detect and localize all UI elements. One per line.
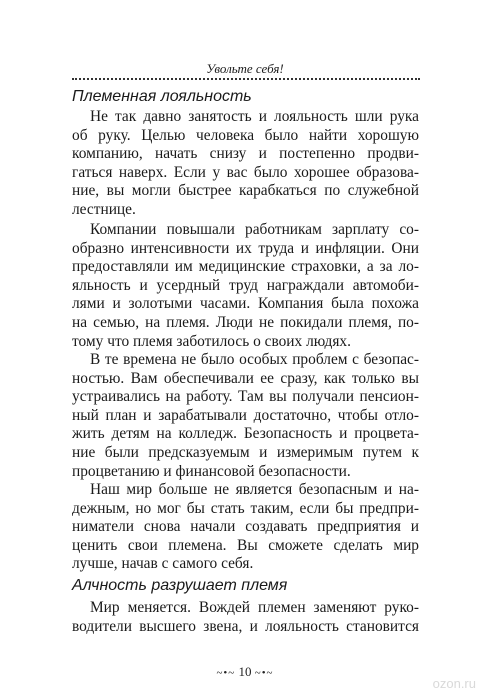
paragraph-1: [72, 108, 419, 220]
text-line: жить детям на колледж. Безопасность и процвета-: [72, 425, 419, 443]
text-line: образно интенсивности их труда и инфляции. Они: [72, 239, 419, 257]
section-heading-tribal-loyalty: Племенная лояльность: [72, 88, 252, 105]
text-line: тому что племя заботилось о своих людях.: [72, 332, 351, 350]
text-line: устраивались на работу. Там вы получали пенсион-: [72, 388, 419, 406]
text-line: Наш мир больше не является безопасным и на-: [90, 481, 419, 498]
paragraph-5: [72, 599, 419, 636]
text-line: В те времена не было особых проблем с безопас-: [90, 351, 419, 368]
text-line: дежным, но мог бы стать таким, если бы предпри-: [72, 499, 419, 517]
text-line: компанию, начать снизу и постепенно продви-: [72, 145, 419, 163]
text-line: ценить свои племена. Вы сможете сделать мир: [72, 536, 419, 554]
folio-ornament-right: ~•~: [254, 667, 274, 679]
text-line: ние, вы могли быстрее карабкаться по служебной: [72, 182, 419, 200]
text-line: лями и золотыми часами. Компания была похожа: [72, 295, 419, 313]
text-line: ниматели снова начали создавать предприятия и: [72, 518, 419, 536]
page-number: 10: [238, 664, 252, 679]
text-line: Мир меняется. Вождей племен заменяют руко-: [90, 599, 419, 616]
text-line: процветанию и финансовой безопасности.: [72, 462, 351, 480]
text-line: предоставляли им медицинские страховки, а за ло-: [72, 258, 419, 276]
running-head: Увольте себя!: [206, 61, 284, 76]
text-line: Не так давно занятость и лояльность шли рука: [90, 108, 419, 125]
text-line: водители высшего звена, и лояльность становится: [72, 617, 419, 635]
text-line: лучше, начав с самого себя.: [72, 555, 254, 573]
text-line: яльность и усердный труд награждали автомоби-: [72, 276, 419, 294]
text-line: об руку. Целью человека было найти хорошую: [72, 126, 419, 144]
section-heading-greed-destroys-tribe: Алчность разрушает племя: [72, 577, 288, 594]
page-number-footer: [0, 665, 490, 680]
paragraph-4: [72, 481, 419, 574]
text-line: лестнице.: [72, 200, 136, 218]
header-dotted-rule: [72, 78, 420, 80]
text-line: гаться наверх. Если у вас было хорошее образова-: [72, 163, 419, 181]
folio-ornament-left: ~•~: [216, 667, 236, 679]
watermark: ozon.ru: [432, 676, 476, 691]
paragraph-3: [72, 351, 419, 481]
paragraph-2: [72, 221, 419, 351]
text-line: ние были предсказуемым и измеримым путем к: [72, 443, 419, 461]
text-line: на семью, на племя. Люди не покидали племя, по-: [72, 313, 419, 331]
text-line: ностью. Вам обеспечивали ее сразу, как только вы: [72, 369, 419, 387]
text-line: ный план и зарабатывали достаточно, чтобы отло-: [72, 406, 419, 424]
text-line: Компании повышали работникам зарплату со-: [90, 221, 419, 238]
